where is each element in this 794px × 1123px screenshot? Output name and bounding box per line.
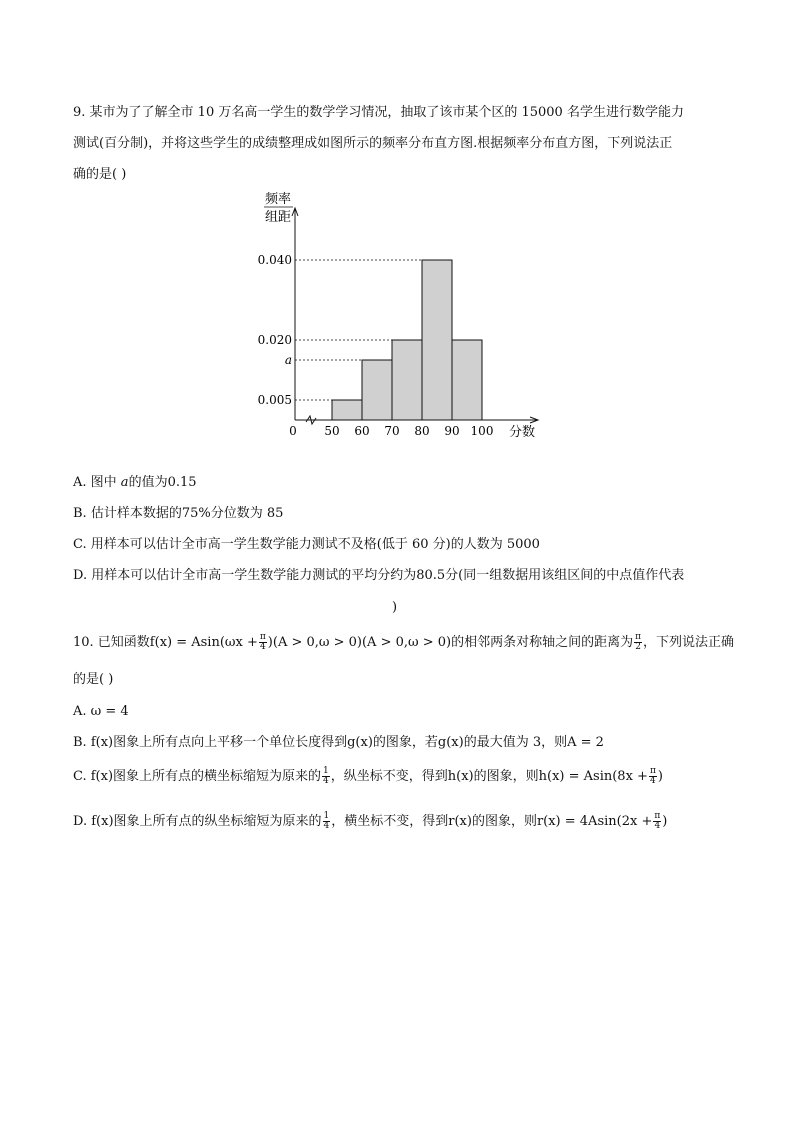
y-axis-label-denominator: 组距 xyxy=(264,210,292,225)
q10-frac1-den: 4 xyxy=(259,642,266,652)
q10-d-frac2-num: π xyxy=(654,811,661,821)
histogram-bar xyxy=(332,400,362,420)
q10-option-d-frac1 xyxy=(323,812,331,831)
q9-stem-line1: 9. 某市为了了解全市 10 万名高一学生的数学学习情况，抽取了该市某个区的 15000 名学生进行数学能力 xyxy=(73,105,684,120)
q10-d-frac1-num: 1 xyxy=(323,811,330,821)
q10-c-frac2-den: 4 xyxy=(650,776,656,786)
q9-stem-line3: 确的是( ) xyxy=(73,167,127,182)
q10-option-c xyxy=(73,767,663,786)
q9-option-c: C. 用样本可以估计全市高一学生数学能力测试不及格(低于 60 分)的人数为 5000 xyxy=(73,537,540,552)
histogram-bar xyxy=(362,360,392,420)
q10-frac2-den: 2 xyxy=(635,642,641,652)
q10-stem-line1 xyxy=(73,633,734,652)
x-axis-label: 分数 xyxy=(508,425,536,440)
q10-option-c-post: ) xyxy=(657,769,663,784)
q10-c-frac1-num: 1 xyxy=(323,766,329,776)
q10-stem-line2: 的是( ) xyxy=(73,672,114,687)
q10-frac1-num: π xyxy=(259,632,266,642)
x-tick-label: 50 xyxy=(324,424,340,438)
q9-option-a-label: A. 图中 xyxy=(73,475,117,490)
q10-option-b: B. f(x)图象上所有点向上平移一个单位长度得到g(x)的图象，若g(x)的最大值为 3，则A = 2 xyxy=(73,735,604,750)
q10-option-c-mid: ，纵坐标不变，得到h(x)的图象，则h(x) = Asin(8x + xyxy=(330,769,648,784)
q10-option-c-frac2 xyxy=(649,767,657,786)
q9-option-a-var: a xyxy=(120,475,129,490)
q9-option-a-rest: 的值为0.15 xyxy=(128,475,197,490)
histogram-bar xyxy=(452,340,482,420)
q9-option-d-tail: ) xyxy=(392,600,398,615)
q10-stem-post: ，下列说法正确 xyxy=(643,635,735,650)
q9-option-b: B. 估计样本数据的75%分位数为 85 xyxy=(73,506,284,521)
histogram-bar xyxy=(422,260,452,420)
q10-option-a: A. ω = 4 xyxy=(73,704,129,719)
q10-stem-mid: )(A > 0,ω > 0)(A > 0,ω > 0)的相邻两条对称轴之间的距离为 xyxy=(267,635,634,650)
origin-label: 0 xyxy=(289,424,297,438)
q10-option-d-mid: ，横坐标不变，得到r(x)的图象，则r(x) = 4Asin(2x + xyxy=(331,814,653,829)
y-tick-label: 0.040 xyxy=(257,253,292,267)
q9-option-d: D. 用样本可以估计全市高一学生数学能力测试的平均分约为80.5分(同一组数据用该组区间的中点值作代表 xyxy=(73,568,685,583)
q9-stem-line2: 测试(百分制)，并将这些学生的成绩整理成如图所示的频率分布直方图.根据频率分布直方图，下列说法正 xyxy=(73,136,673,151)
q10-option-c-pre: C. f(x)图象上所有点的横坐标缩短为原来的 xyxy=(73,769,322,784)
y-axis-label-numerator: 频率 xyxy=(264,192,292,207)
x-tick-label: 80 xyxy=(414,424,430,438)
q10-option-d xyxy=(73,812,667,831)
q10-stem-frac1 xyxy=(259,633,267,652)
q10-option-d-post: ) xyxy=(662,814,668,829)
y-tick-label: 0.005 xyxy=(257,393,292,407)
q10-option-c-frac1 xyxy=(322,767,330,786)
y-tick-label: 0.020 xyxy=(257,333,292,347)
q10-stem-pre: 10. 已知函数f(x) = Asin(ωx + xyxy=(73,635,258,650)
x-tick-label: 100 xyxy=(470,424,494,438)
x-tick-label: 60 xyxy=(354,424,370,438)
frequency-histogram xyxy=(240,186,550,446)
q10-option-d-pre: D. f(x)图象上所有点的纵坐标缩短为原来的 xyxy=(73,814,322,829)
q10-c-frac2-num: π xyxy=(649,766,656,776)
x-tick-label: 90 xyxy=(444,424,460,438)
q9-option-a xyxy=(73,474,197,492)
x-axis-break xyxy=(306,416,316,424)
q10-frac2-num: π xyxy=(635,632,642,642)
histogram-bar xyxy=(392,340,422,420)
q10-stem-frac2 xyxy=(634,633,642,652)
x-tick-label: 70 xyxy=(384,424,400,438)
y-tick-label: a xyxy=(284,353,292,367)
q10-option-d-frac2 xyxy=(653,812,661,831)
q10-c-frac1-den: 4 xyxy=(323,776,329,786)
q10-d-frac1-den: 4 xyxy=(323,821,330,831)
q10-d-frac2-den: 4 xyxy=(654,821,661,831)
